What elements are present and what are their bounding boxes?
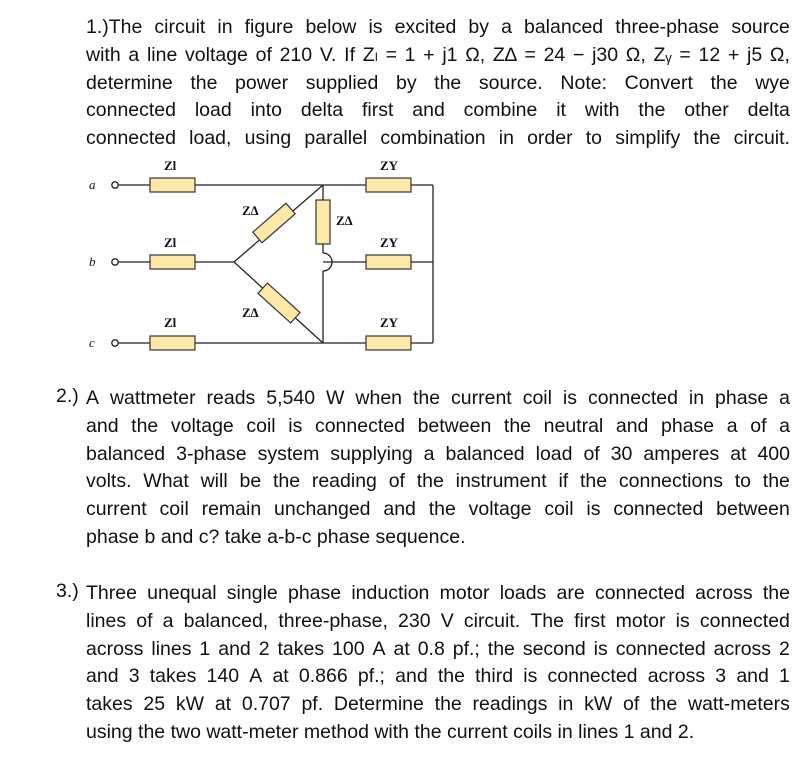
word: = xyxy=(679,43,691,66)
word: 2 xyxy=(779,637,790,660)
word: sequence. xyxy=(370,525,466,548)
word: pf.; xyxy=(452,637,480,660)
word: current xyxy=(441,720,508,743)
word: j30 xyxy=(592,43,619,66)
word: across xyxy=(647,665,706,688)
word: across xyxy=(713,637,772,660)
word: power xyxy=(235,71,289,94)
problem-2-line xyxy=(86,524,790,552)
word: determine xyxy=(86,71,173,94)
word: a xyxy=(501,16,512,38)
word: A xyxy=(372,637,386,660)
word: 1 xyxy=(404,43,416,66)
word: and xyxy=(395,665,428,688)
word: A xyxy=(249,665,263,688)
word: takes xyxy=(277,637,325,660)
word: motor xyxy=(439,582,490,604)
word: is xyxy=(562,387,577,409)
word: coil xyxy=(544,498,574,521)
zd-resistor-lower xyxy=(258,283,300,323)
word: b xyxy=(139,525,156,548)
word: 2 xyxy=(258,637,270,660)
word: to xyxy=(734,470,751,493)
word: the xyxy=(190,71,218,94)
word: connected xyxy=(86,127,176,150)
word: motor xyxy=(615,609,666,632)
word: in xyxy=(688,387,705,409)
word: What xyxy=(143,470,189,493)
word: loads xyxy=(499,582,547,604)
problem-3-text xyxy=(86,580,790,747)
word: single xyxy=(226,582,278,604)
word: 0.707 xyxy=(241,693,291,716)
word: lines xyxy=(86,609,127,632)
word: load, xyxy=(189,127,232,150)
word: unchanged xyxy=(274,498,371,521)
problem-1-line xyxy=(86,42,790,70)
word: by xyxy=(395,71,417,94)
word: 1 xyxy=(618,720,635,743)
zy-label-c: ZY xyxy=(380,315,399,330)
word: 400 xyxy=(757,442,790,465)
word: amperes xyxy=(643,442,720,465)
word: and xyxy=(412,99,445,122)
word: voltage xyxy=(468,498,532,521)
zl-resistor-a xyxy=(150,178,195,192)
word: the xyxy=(762,470,790,493)
word: pf.; xyxy=(357,665,385,688)
word: connected xyxy=(615,637,706,660)
word: and xyxy=(86,665,119,688)
word: the xyxy=(434,71,462,94)
word: voltage xyxy=(185,43,248,66)
problem-3-line xyxy=(86,608,790,636)
word: wye xyxy=(755,71,790,94)
zd-resistor-upper xyxy=(253,203,295,242)
word: of xyxy=(136,609,153,632)
word: balanced xyxy=(523,16,604,38)
zy-label-a: ZY xyxy=(380,158,399,173)
word: circuit xyxy=(154,16,206,38)
word: take xyxy=(219,525,262,548)
problem-3-line xyxy=(86,636,790,664)
word: with xyxy=(584,99,620,122)
word: 1 xyxy=(199,637,211,660)
word: a-b-c xyxy=(261,525,312,548)
problem-1-line xyxy=(86,14,790,42)
word: supplying xyxy=(330,442,413,465)
word: volts. xyxy=(86,470,132,493)
word: reading xyxy=(311,470,377,493)
zl-label-a: Zl xyxy=(164,158,177,173)
word: three-phase, xyxy=(278,609,388,632)
word: will xyxy=(200,470,228,493)
word: phase xyxy=(661,414,715,437)
problem-3-line xyxy=(86,691,790,719)
word: 0.866 xyxy=(298,665,348,688)
word: coil xyxy=(246,414,276,437)
zd-label-vertical: Z∆ xyxy=(336,213,353,228)
word: and xyxy=(634,720,673,743)
word: 24 xyxy=(543,43,566,66)
word: and xyxy=(615,414,649,437)
word: across xyxy=(86,637,144,660)
word: and xyxy=(86,414,119,437)
word: in xyxy=(498,127,514,150)
word: it xyxy=(556,99,566,122)
problem-1-text xyxy=(86,14,790,153)
word: delta xyxy=(300,99,344,122)
zl-resistor-c xyxy=(150,336,195,350)
word: A xyxy=(86,387,100,409)
word: 3-phase xyxy=(176,442,247,465)
word: in xyxy=(217,16,233,38)
word: delta xyxy=(747,99,790,122)
word: 2. xyxy=(672,720,695,743)
word: of xyxy=(623,693,640,716)
word: + xyxy=(423,43,435,66)
word: unequal xyxy=(147,582,217,604)
word: combination xyxy=(380,127,486,150)
word: source xyxy=(731,16,790,38)
word: Determine xyxy=(333,693,424,716)
word: lines xyxy=(572,720,619,743)
terminal-c xyxy=(112,340,118,346)
word: phase xyxy=(311,525,371,548)
word: 1 xyxy=(779,665,790,688)
word: third xyxy=(475,665,514,688)
word: connected xyxy=(547,665,638,688)
word: connected xyxy=(587,387,678,409)
word: circuit. xyxy=(733,127,790,150)
word: 12 xyxy=(698,43,721,66)
word: connected xyxy=(314,414,405,437)
word: if xyxy=(558,470,569,493)
word: figure xyxy=(244,16,294,38)
word: a xyxy=(128,43,140,66)
word: a xyxy=(779,414,790,437)
problem-1-line xyxy=(86,125,790,153)
word: line xyxy=(146,43,178,66)
word: to xyxy=(585,127,603,150)
word: across xyxy=(695,582,753,604)
word: second xyxy=(522,637,586,660)
word: 25 xyxy=(143,693,166,716)
word: a xyxy=(779,387,790,409)
word: + xyxy=(727,43,740,66)
zd-label-upper: Z∆ xyxy=(242,203,259,218)
word: pf. xyxy=(301,693,324,716)
word: 230 xyxy=(398,609,431,632)
zy-label-b: ZY xyxy=(380,235,399,250)
word: the xyxy=(132,720,166,743)
word: coil xyxy=(159,498,189,521)
zd-resistor-vertical xyxy=(316,200,330,244)
word: the xyxy=(693,127,721,150)
word: kW xyxy=(584,693,613,716)
problem-2-line xyxy=(86,468,790,496)
word: combine xyxy=(463,99,538,122)
word: lines xyxy=(151,637,192,660)
circuit-diagram xyxy=(80,155,520,365)
word: method xyxy=(298,720,369,743)
problem-2-text xyxy=(86,385,790,552)
word: 3 xyxy=(128,665,140,688)
word: between xyxy=(716,498,790,521)
word: 100 xyxy=(332,637,365,660)
word: = xyxy=(524,43,536,66)
word: load xyxy=(194,99,232,122)
problem-3-line xyxy=(86,663,790,691)
word: is xyxy=(368,16,383,38)
word: Convert xyxy=(624,71,693,94)
problem-3-line xyxy=(86,580,790,608)
word: 5,540 xyxy=(266,387,316,409)
word: instrument xyxy=(455,470,547,493)
word: V. xyxy=(319,43,337,66)
word: is xyxy=(586,498,601,521)
word: watt-meters xyxy=(687,693,790,716)
word: is xyxy=(523,665,538,688)
word: reads xyxy=(206,387,256,409)
word: j1 xyxy=(442,43,458,66)
word: wattmeter xyxy=(109,387,196,409)
word: the xyxy=(428,498,456,521)
word: j5 xyxy=(746,43,763,66)
word: the xyxy=(437,665,465,688)
word: phase xyxy=(715,387,769,409)
word: W xyxy=(326,387,345,409)
word: the xyxy=(710,71,738,94)
word: balanced xyxy=(445,442,525,465)
word: supplied xyxy=(305,71,379,94)
word: is xyxy=(675,609,690,632)
problem-2-line xyxy=(86,496,790,524)
word: of xyxy=(583,442,600,465)
word: induction xyxy=(351,582,430,604)
word: at xyxy=(272,665,289,688)
word: the xyxy=(272,470,301,493)
zy-resistor-a xyxy=(366,178,411,192)
word: c? xyxy=(193,525,220,548)
word: Ω, xyxy=(769,43,790,66)
word: first xyxy=(362,99,394,122)
word: and xyxy=(736,665,769,688)
word: takes xyxy=(86,693,133,716)
word: and xyxy=(383,498,416,521)
word: first xyxy=(574,609,606,632)
node-b-label: b xyxy=(89,254,96,269)
word: connected xyxy=(613,498,704,521)
word: 0.8 xyxy=(417,637,445,660)
word: V xyxy=(440,609,454,632)
word: balanced xyxy=(86,442,166,465)
word: two xyxy=(165,720,201,743)
word: voltage xyxy=(170,414,234,437)
problem-2-number: 2.) xyxy=(56,385,79,407)
word: coil xyxy=(522,387,552,409)
problem-2-line xyxy=(86,385,790,413)
word: in xyxy=(552,720,573,743)
word: a xyxy=(726,414,738,437)
word: with xyxy=(86,43,121,66)
word: between xyxy=(417,414,492,437)
word: source. xyxy=(478,71,543,94)
word: of xyxy=(255,43,272,66)
word: watt-meter xyxy=(200,720,299,743)
word: connected xyxy=(86,99,176,122)
word: = xyxy=(385,43,397,66)
terminal-a xyxy=(112,182,118,188)
word: − xyxy=(572,43,585,66)
word: Zₗ xyxy=(362,43,378,66)
word: 1.)The xyxy=(86,16,143,38)
word: by xyxy=(468,16,490,38)
zl-resistor-b xyxy=(150,255,195,269)
word: neutral xyxy=(543,414,604,437)
word: the xyxy=(416,470,444,493)
word: current xyxy=(451,387,512,409)
word: excited xyxy=(394,16,457,38)
problem-2-line xyxy=(86,441,790,469)
word: kW xyxy=(175,693,205,716)
word: takes xyxy=(149,665,197,688)
zy-resistor-b xyxy=(366,255,411,269)
word: Note: xyxy=(560,71,608,94)
word: with xyxy=(368,720,410,743)
word: connected xyxy=(699,609,790,632)
word: Zᵧ xyxy=(653,43,672,66)
word: 140 xyxy=(206,665,240,688)
word: the xyxy=(762,582,790,604)
word: of xyxy=(388,470,405,493)
problem-3-number: 3.) xyxy=(56,580,79,602)
word: circuit. xyxy=(463,609,521,632)
word: at xyxy=(393,637,410,660)
problem-3-line xyxy=(86,719,790,747)
word: the xyxy=(434,693,462,716)
word: phase xyxy=(287,582,342,604)
word: is xyxy=(593,637,608,660)
word: Ω, xyxy=(465,43,486,66)
zd-label-lower: Z∆ xyxy=(242,305,259,320)
word: the xyxy=(638,99,666,122)
word: parallel xyxy=(304,127,368,150)
word: system xyxy=(257,442,320,465)
word: at xyxy=(730,442,747,465)
word: of xyxy=(750,414,767,437)
word: coils xyxy=(507,720,553,743)
word: the xyxy=(409,720,442,743)
word: the xyxy=(412,387,441,409)
word: are xyxy=(556,582,585,604)
word: 210 xyxy=(279,43,313,66)
word: connected xyxy=(594,582,685,604)
word: readings xyxy=(472,693,548,716)
word: Ω, xyxy=(625,43,646,66)
word: into xyxy=(250,99,283,122)
word: connections xyxy=(618,470,723,493)
word: balanced, xyxy=(183,609,269,632)
word: 3 xyxy=(715,665,727,688)
word: using xyxy=(244,127,292,150)
node-c-label: c xyxy=(89,335,95,350)
word: and xyxy=(155,525,194,548)
word: the xyxy=(131,414,159,437)
word: current xyxy=(86,498,147,521)
word: load xyxy=(535,442,573,465)
word: If xyxy=(344,43,356,66)
problem-2-line xyxy=(86,413,790,441)
zl-label-b: Zl xyxy=(164,235,177,250)
word: Z∆ xyxy=(492,43,517,66)
word: when xyxy=(355,387,403,409)
word: in xyxy=(558,693,574,716)
word: other xyxy=(684,99,729,122)
word: the xyxy=(650,693,678,716)
word: the xyxy=(503,414,532,437)
word: below xyxy=(305,16,357,38)
word: at xyxy=(214,693,232,716)
word: a xyxy=(162,609,174,632)
word: is xyxy=(288,414,303,437)
terminal-b xyxy=(112,259,118,265)
word: The xyxy=(530,609,564,632)
word: order xyxy=(527,127,573,150)
word: simplify xyxy=(615,127,681,150)
word: be xyxy=(239,470,262,493)
word: Three xyxy=(86,582,137,604)
word: the xyxy=(579,470,608,493)
word: phase xyxy=(86,525,140,548)
zl-label-c: Zl xyxy=(164,315,177,330)
node-a-label: a xyxy=(89,177,96,192)
word: 30 xyxy=(610,442,633,465)
word: and xyxy=(218,637,251,660)
word: using xyxy=(86,720,133,743)
word: the xyxy=(487,637,515,660)
zy-resistor-c xyxy=(366,336,411,350)
word: remain xyxy=(201,498,262,521)
problem-1-line xyxy=(86,97,790,125)
problem-1-line xyxy=(86,70,790,98)
word: a xyxy=(423,442,435,465)
word: three-phase xyxy=(615,16,720,38)
